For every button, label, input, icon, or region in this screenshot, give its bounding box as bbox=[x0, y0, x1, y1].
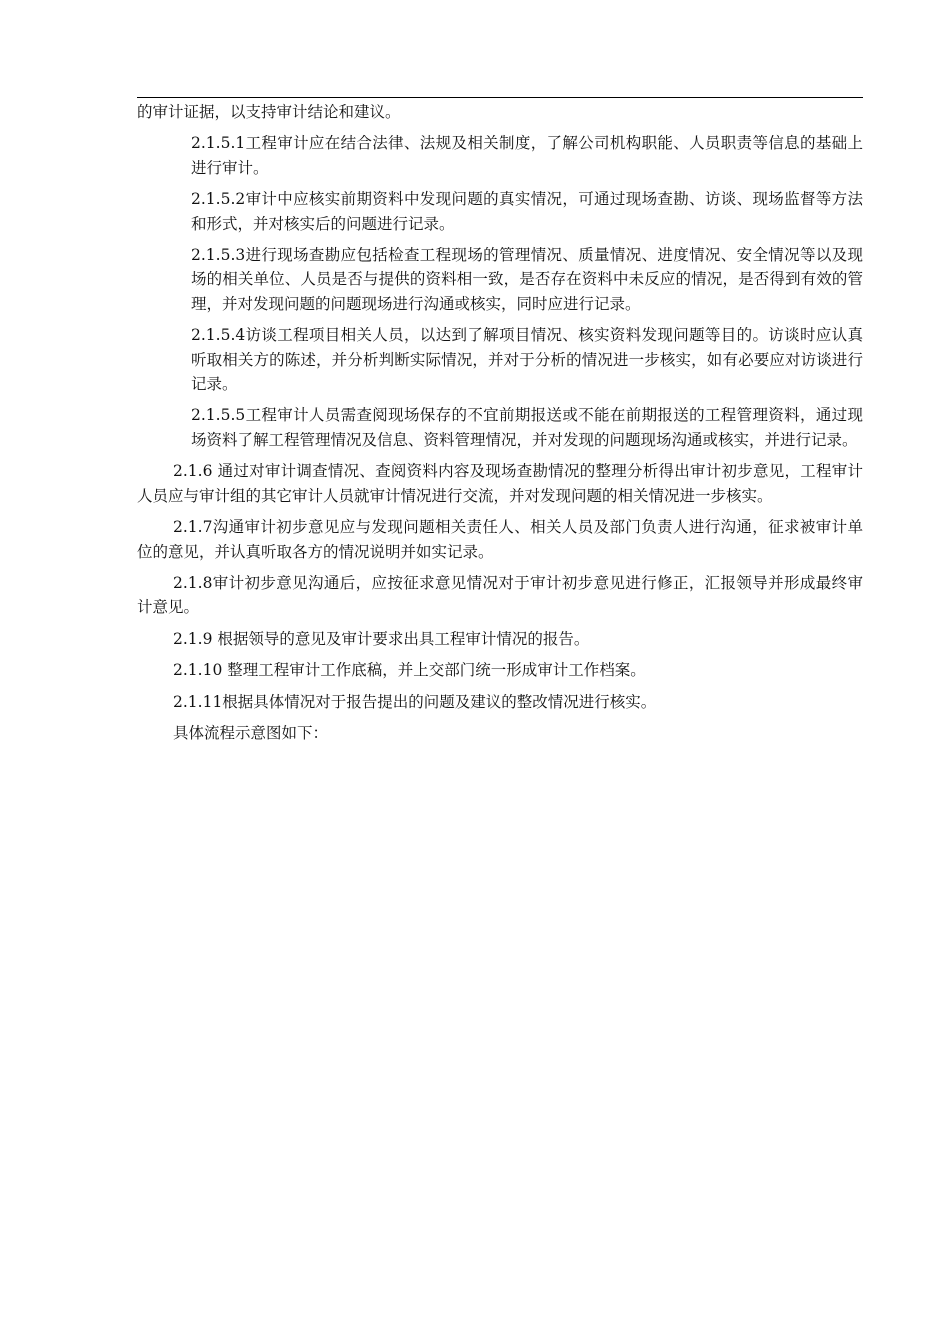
paragraph-2-1-5-4: 2.1.5.4访谈工程项目相关人员，以达到了解项目情况、核实资料发现问题等目的。访谈时应认真听取相关方的陈述，并分析判断实际情况，并对于分析的情况进一步核实，如有必要应对访谈进行记录。 bbox=[191, 326, 863, 394]
document-body bbox=[137, 100, 863, 752]
paragraph-continuation: 的审计证据，以支持审计结论和建议。 bbox=[137, 103, 401, 121]
paragraph-2-1-5-1: 2.1.5.1工程审计应在结合法律、法规及相关制度，了解公司机构职能、人员职责等信息的基础上进行审计。 bbox=[191, 134, 863, 177]
paragraph-2-1-7: 2.1.7沟通审计初步意见应与发现问题相关责任人、相关人员及部门负责人进行沟通，征求被审计单位的意见，并认真听取各方的情况说明并如实记录。 bbox=[137, 518, 863, 561]
paragraph-2-1-5-5: 2.1.5.5工程审计人员需查阅现场保存的不宜前期报送或不能在前期报送的工程管理资料，通过现场资料了解工程管理情况及信息、资料管理情况，并对发现的问题现场沟通或核实，并进行记录。 bbox=[191, 406, 863, 449]
paragraph-2-1-11: 2.1.11根据具体情况对于报告提出的问题及建议的整改情况进行核实。 bbox=[173, 692, 657, 711]
paragraph-2-1-6: 2.1.6 通过对审计调查情况、查阅资料内容及现场查勘情况的整理分析得出审计初步意见，工程审计人员应与审计组的其它审计人员就审计情况进行交流，并对发现问题的相关情况进一步核实。 bbox=[137, 462, 863, 505]
paragraph-2-1-8: 2.1.8审计初步意见沟通后，应按征求意见情况对于审计初步意见进行修正，汇报领导并形成最终审计意见。 bbox=[137, 573, 863, 617]
paragraph-2-1-5-3: 2.1.5.3进行现场查勘应包括检查工程现场的管理情况、质量情况、进度情况、安全情况等以及现场的相关单位、人员是否与提供的资料相一致，是否存在资料中未反应的情况，是否得到有效的管理，并对发现问题的问题现场进行沟通或核实，同时应进行记录。 bbox=[191, 246, 863, 313]
paragraph-flow-intro: 具体流程示意图如下： bbox=[173, 723, 329, 742]
paragraph-2-1-5-2: 2.1.5.2审计中应核实前期资料中发现问题的真实情况，可通过现场查勘、访谈、现场监督等方法和形式，并对核实后的问题进行记录。 bbox=[191, 190, 863, 233]
paragraph-2-1-9: 2.1.9 根据领导的意见及审计要求出具工程审计情况的报告。 bbox=[173, 629, 590, 648]
paragraph-2-1-10: 2.1.10 整理工程审计工作底稿，并上交部门统一形成审计工作档案。 bbox=[173, 661, 646, 680]
header-rule bbox=[137, 97, 863, 98]
